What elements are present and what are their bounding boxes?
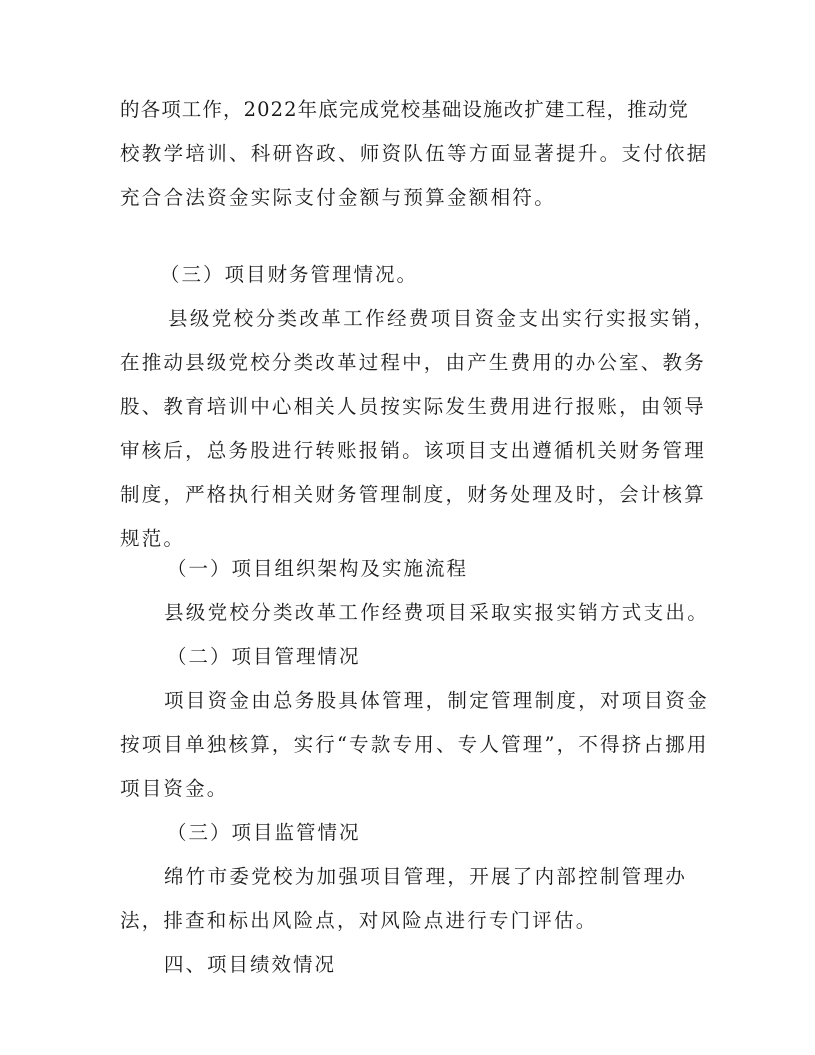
paragraph-line: 规范。: [120, 527, 186, 550]
paragraph-line: 制度，严格执行相关财务管理制度，财务处理及时，会计核算: [120, 483, 706, 506]
paragraph-line: 审核后，总务股进行转账报销。该项目支出遵循机关财务管理: [120, 439, 706, 462]
paragraph-line: 绵竹市委党校为加强项目管理，开展了内部控制管理办: [164, 865, 688, 888]
paragraph-line: 县级党校分类改革工作经费项目采取实报实销方式支出。: [164, 601, 710, 624]
sub-heading-supervision: （三）项目监管情况: [167, 821, 361, 844]
paragraph-line: 项目资金。: [120, 777, 229, 800]
paragraph-line: 法，排查和标出风险点，对风险点进行专门评估。: [120, 909, 598, 932]
section-heading-performance: 四、项目绩效情况: [164, 953, 337, 976]
paragraph-line: 项目资金由总务股具体管理，制定管理制度，对项目资金: [164, 689, 710, 712]
paragraph-line: 的各项工作，2022年底完成党校基础设施改扩建工程，推动党: [120, 98, 690, 121]
sub-heading-management: （二）项目管理情况: [167, 645, 361, 668]
paragraph-line: 县级党校分类改革工作经费项目资金支出实行实报实销，: [168, 307, 716, 330]
paragraph-line: 按项目单独核算，实行“专款专用、专人管理”，不得挤占挪用: [120, 733, 709, 756]
paragraph-line: 在推动县级党校分类改革过程中，由产生费用的办公室、教务: [120, 351, 706, 374]
sub-heading-organization: （一）项目组织架构及实施流程: [167, 557, 469, 580]
paragraph-line: 股、教育培训中心相关人员按实际发生费用进行报账，由领导: [120, 395, 706, 418]
section-heading-finance: （三）项目财务管理情况。: [160, 263, 419, 286]
paragraph-line: 校教学培训、科研咨政、师资队伍等方面显著提升。支付依据: [120, 142, 709, 165]
paragraph-line: 充合合法资金实际支付金额与预算金额相符。: [120, 186, 557, 209]
